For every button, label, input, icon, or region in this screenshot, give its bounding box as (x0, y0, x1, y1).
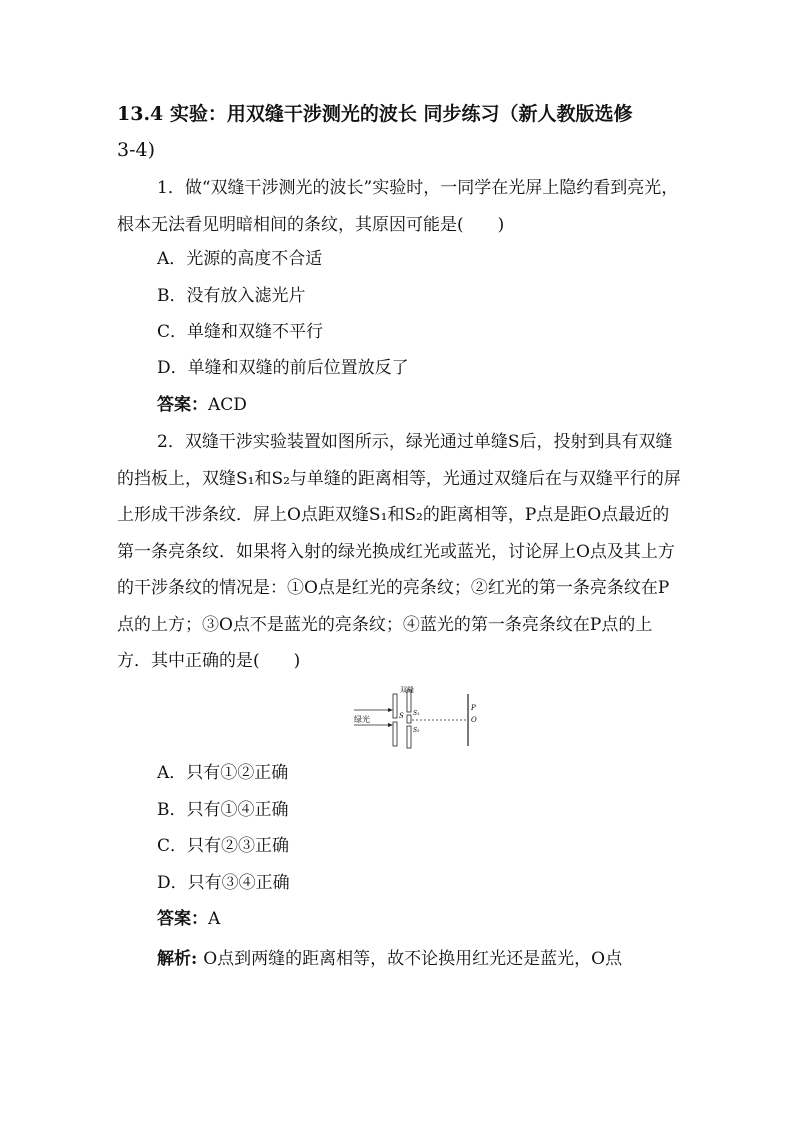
q1-option-c: C．单缝和双缝不平行 (157, 322, 324, 342)
q2-option-c: C．只有②③正确 (157, 836, 290, 856)
q2-explanation-text: O点到两缝的距离相等，故不论换用红光还是蓝光，O点 (203, 949, 623, 969)
q2-option-d: D．只有③④正确 (157, 873, 290, 893)
label-green-light: 绿光 (354, 715, 370, 724)
title-line-2: 3-4) (117, 139, 156, 161)
q1-option-a: A．光源的高度不合适 (157, 249, 323, 269)
q1-option-b: B．没有放入滤光片 (157, 286, 306, 306)
label-p: P (471, 704, 476, 712)
q2-option-b: B．只有①④正确 (157, 800, 289, 820)
label-s1: S₁ (413, 710, 420, 717)
q2-option-a: A．只有①②正确 (157, 763, 289, 783)
document-title (117, 96, 687, 168)
single-slit-top (393, 694, 397, 718)
q2-answer-label: 答案： (157, 909, 208, 929)
q2-answer-value: A (208, 909, 221, 929)
label-s: S (399, 712, 404, 720)
label-s2: S₂ (413, 727, 420, 734)
question-1-stem: 1．做“双缝干涉测光的波长”实验时，一同学在光屏上隐约看到亮光，根本无法看见明暗相间的条纹，其原因可能是( ) (117, 178, 679, 235)
label-o: O (471, 716, 477, 724)
double-slit-middle (407, 715, 411, 723)
single-slit-bottom (393, 722, 397, 746)
double-slit-bottom (407, 726, 411, 748)
q1-option-d: D．单缝和双缝的前后位置放反了 (157, 358, 409, 378)
q2-explanation-label: 解析: (157, 949, 204, 969)
q2-answer (157, 901, 220, 937)
incident-arrow-upper (388, 708, 393, 712)
q2-explanation (157, 941, 622, 977)
title-line-1: 13.4 实验：用双缝干涉测光的波长 同步练习（新人教版选修 (117, 103, 633, 125)
q1-answer (157, 387, 247, 423)
incident-arrow-lower (388, 723, 393, 727)
label-double-slit: 双缝 (400, 686, 414, 694)
q1-answer-value: ACD (208, 395, 247, 415)
question-2-stem: 2．双缝干涉实验装置如图所示，绿光通过单缝S后，投射到具有双缝的挡板上，双缝S₁和S₂与单缝的距离相等，光通过双缝后在与双缝平行的屏上形成干涉条纹．屏上O点距双缝S₁和S₂的距离相等，P点是距O点最近的第一条亮条纹．如果将入射的绿光换成红光或蓝光，讨论屏上O点及其上方的干涉条纹的情况是：①O点是红光的亮条纹；②红光的第一条亮条纹在P点的上方；③O点不是蓝光的亮条纹；④蓝光的第一条亮条纹在P点的上方．其中正确的是( ) (117, 432, 681, 671)
q1-answer-label: 答案： (157, 395, 208, 415)
double-slit-apparatus-figure (350, 684, 490, 750)
